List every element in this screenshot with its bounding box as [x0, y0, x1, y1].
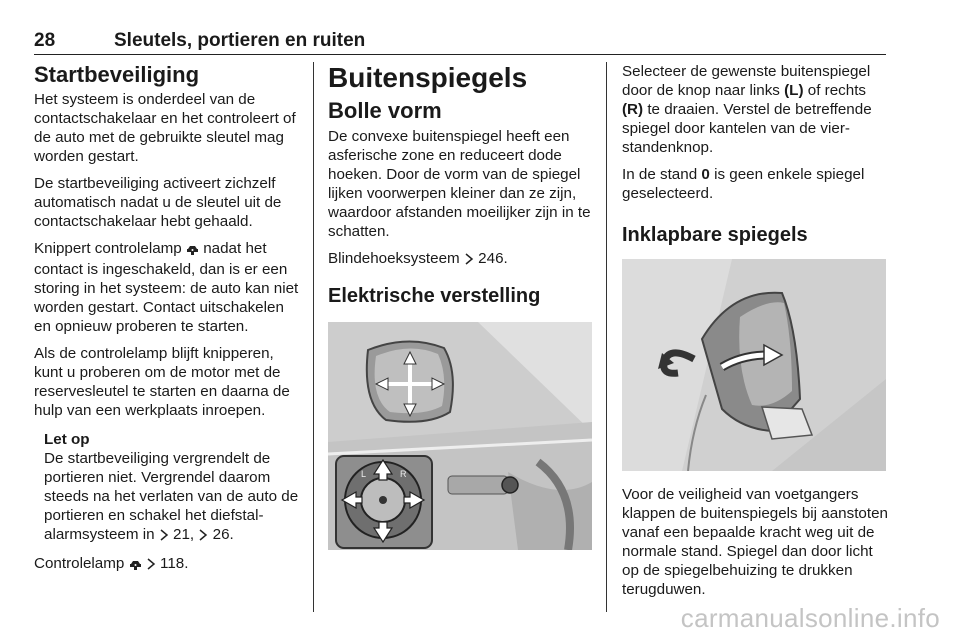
watermark: carmanualsonline.info — [680, 603, 940, 633]
column-divider — [313, 62, 314, 612]
text: In de stand — [622, 166, 698, 183]
section-heading-startbeveiliging: Startbeveiliging — [34, 62, 200, 87]
zero-position-label: 0 — [701, 166, 710, 183]
mirror-adjust-illustration — [328, 322, 592, 550]
paragraph: De startbeveiliging activeert zichzelf automatisch nadat u de sleutel uit de contactschakelaar hebt gehaald. — [34, 175, 282, 230]
page-ref-icon — [464, 251, 474, 270]
note-title: Let op — [44, 431, 90, 448]
column-mirror-settings — [622, 62, 888, 607]
page-reference-link[interactable]: 21, — [173, 526, 195, 543]
page-number: 28 — [34, 30, 56, 51]
page-ref-icon — [146, 556, 156, 575]
note-box — [34, 430, 300, 546]
paragraph — [622, 165, 888, 203]
paragraph — [34, 239, 300, 336]
text: Controlelamp — [34, 555, 125, 572]
subheading-inklapbare-spiegels: Inklapbare spiegels — [622, 224, 808, 246]
page-header — [34, 30, 886, 55]
subheading-bolle-vorm: Bolle vorm — [328, 98, 442, 123]
text: of rechts — [807, 82, 867, 99]
text: nadat het contact is ingeschakeld, dan is er een storing in het systeem: de auto kan niet worden gestart. Contact uitschakelen en opnieuw proberen te starten. — [34, 240, 299, 335]
paragraph: De convexe buitenspiegel heeft een asferische zone en reduceert dode hoeken. Door de vorm van de spiegel lijken voorwerpen kleiner dan ze zijn, waardoor afstanden moeilijker zijn in te schatten. — [328, 128, 591, 240]
column-buitenspiegels — [328, 62, 592, 564]
page-ref-icon — [159, 527, 169, 546]
page-reference-link[interactable]: 246. — [478, 250, 508, 267]
paragraph — [328, 249, 592, 270]
knob-label-left: L — [361, 469, 367, 479]
text: De startbeveiliging vergrendelt de portieren niet. Vergrendel daarom steeds na het verlaten van de auto de portieren en schakel het diefstalalarmsysteem in — [44, 450, 299, 543]
paragraph — [34, 554, 300, 575]
subheading-elektrische-verstelling: Elektrische verstelling — [328, 285, 541, 307]
knob-label-right: R — [400, 469, 407, 479]
text: te draaien. Verstel de betreffende spiegel door kantelen van de vierstandenknop. — [622, 101, 872, 156]
text: Knippert controlelamp — [34, 240, 182, 257]
paragraph — [622, 62, 888, 157]
section-heading-buitenspiegels: Buitenspiegels — [328, 62, 528, 93]
column-divider — [606, 62, 607, 612]
page-reference-link[interactable]: 26. — [212, 526, 234, 543]
page-reference-link[interactable]: 118. — [160, 555, 189, 572]
text: Selecteer de gewenste buitenspiegel door de knop naar links — [622, 63, 871, 99]
text: Blindehoeksysteem — [328, 250, 460, 267]
text: is geen enkele spiegel geselecteerd. — [622, 166, 865, 202]
paragraph: Als de controlelamp blijft knipperen, kunt u proberen om de motor met de reservesleutel te starten en daarna de hulp van een werkplaats inroepen. — [34, 345, 290, 419]
right-mirror-label: (R) — [622, 101, 644, 118]
chapter-title: Sleutels, portieren en ruiten — [114, 30, 366, 51]
page-ref-icon — [198, 527, 208, 546]
paragraph: Voor de veiligheid van voetgangers klappen de buitenspiegels bij aanstoten vanaf een bepaalde kracht weg uit de normale stand. Spiegel dan door licht op de spiegelbehuizing te drukken terugduwen. — [622, 486, 888, 598]
note-text — [44, 449, 300, 546]
paragraph: Het systeem is onderdeel van de contactschakelaar en het controleert of de auto met de gebruikte sleutel mag worden gestart. — [34, 91, 296, 165]
immobilizer-lamp-icon — [129, 556, 142, 575]
left-mirror-label: (L) — [784, 82, 804, 99]
folding-mirror-illustration — [622, 259, 886, 471]
column-startbeveiliging — [34, 62, 300, 583]
immobilizer-lamp-icon — [186, 241, 199, 260]
